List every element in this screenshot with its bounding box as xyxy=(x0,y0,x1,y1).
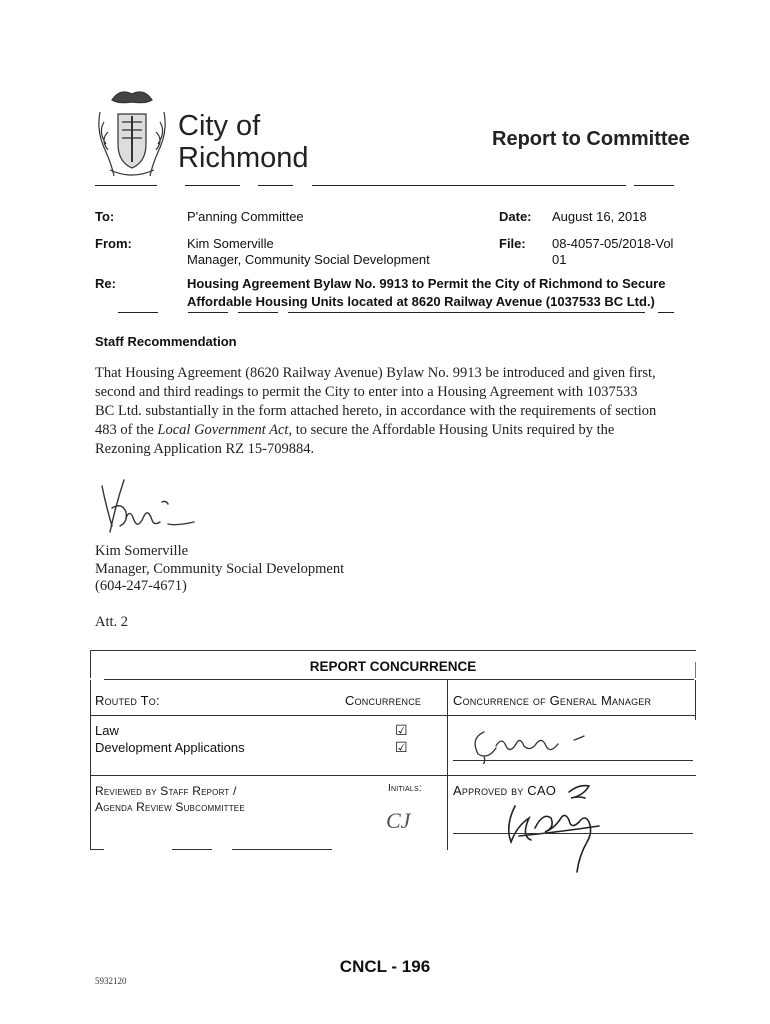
checkmark-icon: ☑ xyxy=(395,739,408,755)
routed-item-development-applications: Development Applications xyxy=(95,740,245,755)
recommendation-paragraph xyxy=(95,364,695,459)
header-rule xyxy=(185,185,240,186)
attachments: Att. 2 xyxy=(95,614,129,630)
subject-rule xyxy=(658,312,674,313)
header-rule xyxy=(95,185,157,186)
subject-rule xyxy=(238,312,278,313)
file-value-line2: 01 xyxy=(552,252,567,267)
table-border xyxy=(90,680,91,850)
file-label: File: xyxy=(499,236,526,251)
table-border xyxy=(695,680,696,720)
gm-signature xyxy=(466,724,596,764)
recommendation-line-5: Rezoning Application RZ 15-709884. xyxy=(95,441,315,457)
reviewed-line-1: Reviewed by Staff Report / xyxy=(95,784,237,798)
date-label: Date: xyxy=(499,209,532,224)
subject-rule xyxy=(188,312,228,313)
to-value: P'anning Committee xyxy=(187,209,304,224)
table-border xyxy=(90,849,104,850)
signatory-block xyxy=(95,543,344,596)
report-title: Report to Committee xyxy=(492,128,690,150)
date-value: August 16, 2018 xyxy=(552,209,647,224)
header-rule xyxy=(258,185,293,186)
signatory-phone: (604-247-4671) xyxy=(95,578,187,594)
subject-line-2: Affordable Housing Units located at 8620 Railway Avenue (1037533 BC Ltd.) xyxy=(187,294,655,309)
signatory-name: Kim Somerville xyxy=(95,543,189,559)
reviewed-line-2: Agenda Review Subcommittee xyxy=(95,800,245,814)
re-label: Re: xyxy=(95,276,116,291)
checkmark-icon: ☑ xyxy=(395,722,408,738)
concurrence-checks xyxy=(395,722,408,756)
col-gm-concurrence: Concurrence of General Manager xyxy=(453,693,652,708)
recommendation-line-1: That Housing Agreement (8620 Railway Avenue) Bylaw No. 9913 be introduced and given first, xyxy=(95,365,656,381)
table-border xyxy=(90,775,696,776)
staff-recommendation-title: Staff Recommendation xyxy=(95,334,237,349)
act-name: Local Government Act xyxy=(157,422,289,438)
city-line-2: Richmond xyxy=(178,142,309,174)
table-border xyxy=(232,849,332,850)
table-border xyxy=(104,679,694,680)
concurrence-title: REPORT CONCURRENCE xyxy=(309,659,477,674)
signatory-title: Manager, Community Social Development xyxy=(95,560,345,577)
col-routed-to: Routed To: xyxy=(95,693,160,708)
recommendation-line-4: 483 of the Local Government Act, to secure the Affordable Housing Units required by the xyxy=(95,422,615,438)
from-title: Manager, Community Social Development xyxy=(187,252,430,267)
page-reference: CNCL - 196 xyxy=(339,957,431,976)
subject xyxy=(187,275,665,311)
city-name xyxy=(178,110,309,174)
header-rule xyxy=(312,185,626,186)
file-value-line1: 08-4057-05/2018-Vol xyxy=(552,236,674,251)
from-name: Kim Somerville xyxy=(187,236,274,251)
initials-label: Initials: xyxy=(388,783,422,794)
header-rule xyxy=(634,185,674,186)
from-label: From: xyxy=(95,236,132,251)
signature-line xyxy=(453,760,693,761)
report-concurrence-table xyxy=(90,650,696,850)
reviewed-by xyxy=(95,783,245,815)
city-crest-logo xyxy=(92,82,172,182)
table-border xyxy=(447,680,448,850)
table-border xyxy=(172,849,212,850)
table-border xyxy=(90,715,696,716)
recommendation-line-3: BC Ltd. substantially in the form attached hereto, in accordance with the requirements of section xyxy=(95,403,657,419)
initials-value: CJ xyxy=(386,808,411,833)
city-line-1: City of xyxy=(178,110,261,142)
approved-by-cao: Approved by CAO xyxy=(453,783,557,798)
routed-list xyxy=(95,722,245,756)
signature-kim-somerville xyxy=(96,478,206,538)
document-number: 5932120 xyxy=(95,976,127,986)
subject-rule xyxy=(118,312,158,313)
recommendation-line-2: second and third readings to permit the City to enter into a Housing Agreement with 1037533 xyxy=(95,384,638,400)
table-border xyxy=(90,650,696,651)
subject-line-1: Housing Agreement Bylaw No. 9913 to Permit the City of Richmond to Secure xyxy=(187,276,666,291)
to-label: To: xyxy=(95,209,115,224)
routed-item-law: Law xyxy=(95,723,119,738)
col-concurrence: Concurrence xyxy=(345,693,422,708)
subject-rule xyxy=(288,312,645,313)
signature-line xyxy=(453,833,693,834)
